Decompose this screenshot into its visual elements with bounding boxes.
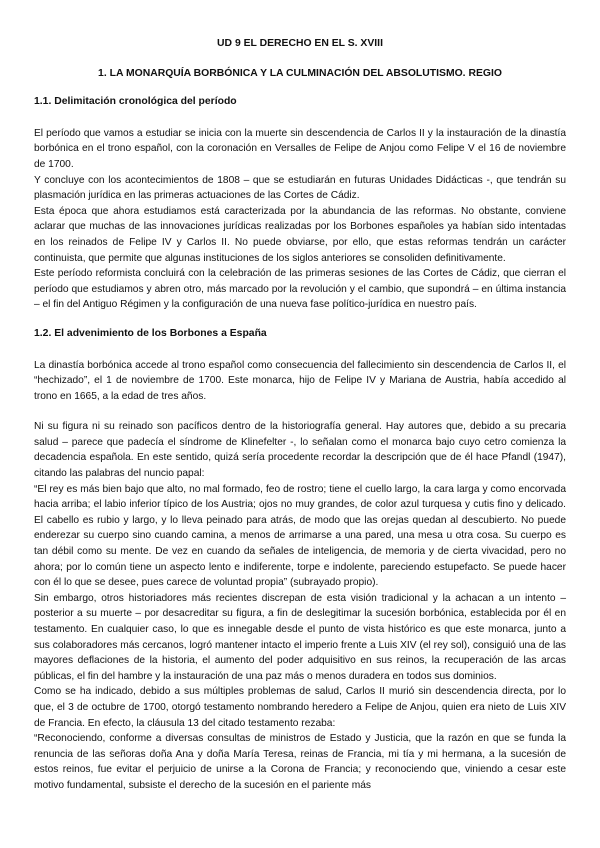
section-heading-1-2: 1.2. El advenimiento de los Borbones a España	[34, 327, 267, 339]
quotation: “Reconociendo, conforme a diversas consultas de ministros de Estado y Justicia, que la razón en que se funda la renuncia de las señoras doña Ana y doña María Teresa, reinas de Francia, mi tía y mi hermana, a la sucesión de estos reinos, fue evitar el perjuicio de unirse a la Corona de Francia; y reconociendo que, viniendo a cesar este motivo fundamental, subsiste el derecho de la sucesión en el pariente más	[34, 733, 566, 791]
paragraph: Este período reformista concluirá con la celebración de las primeras sesiones de las Cortes de Cádiz, que cierran el período que estudiamos y abren otro, más marcado por la revolución y el cambio, que supondrá – en última instancia – el fin del Antiguo Régimen y la configuración de una nueva fase político-jurídica en nuestro país.	[34, 268, 566, 311]
paragraph: Esta época que ahora estudiamos está caracterizada por la abundancia de las reformas. No obstante, conviene aclarar que muchas de las innovaciones jurídicas realizadas por los Borbones españoles ya habían sido intentadas en los reinados de Felipe IV y Carlos II. No puede obviarse, por ello, que estas reformas tendrán un carácter continuista, que permite que algunas instituciones de los siglos anteriores se consoliden definitivamente.	[34, 205, 566, 264]
chapter-title: 1. LA MONARQUÍA BORBÓNICA Y LA CULMINACIÓN DEL ABSOLUTISMO. REGIO	[98, 67, 502, 79]
paragraph: El período que vamos a estudiar se inicia con la muerte sin descendencia de Carlos II y la instauración de la dinastía borbónica en el trono español, con la coronación en Versalles de Felipe de Anjou como Felipe V el 16 de noviembre de 1700.	[34, 127, 566, 170]
document-title: UD 9 EL DERECHO EN EL S. XVIII	[217, 38, 383, 49]
paragraph: Sin embargo, otros historiadores más recientes discrepan de esta visión tradicional y la achacan a un intento – posterior a su muerte – por desacreditar su figura, a fin de deslegitimar la sucesión borbónica, establecida por él en testamento. En cualquier caso, lo que es innegable desde el punto de vista histórico es que este monarca, junto a sus colaboradores más cercanos, logró mantener intacto el imperio frente a Luis XIV (el rey sol), consiguió una de las mayores deflaciones de la historia, el aumento del poder adquisitivo en sus reinos, la recuperación de las arcas públicas, el fin del hambre y la instauración de una paz más o menos duradera en todos sus dominios.	[34, 592, 566, 682]
paragraph: Como se ha indicado, debido a sus múltiples problemas de salud, Carlos II murió sin descendencia directa, por lo que, el 3 de octubre de 1700, otorgó testamento nombrando heredero a Felipe de Anjou, quien era nieto de Luis XIV de Francia. En efecto, la cláusula 13 del citado testamento rezaba:	[34, 686, 566, 729]
paragraph: Ni su figura ni su reinado son pacíficos dentro de la historiografía general. Hay autores que, debido a su precaria salud – parece que padecía el síndrome de Klinefelter -, lo señalan como el monarca bajo cuyo cetro comienza la decadencia española. En este sentido, quizá sería procedente recordar la descripción que de él hace Pfandl (1947), citando las palabras del nuncio papal:	[34, 421, 566, 480]
paragraph: La dinastía borbónica accede al trono español como consecuencia del fallecimiento sin descendencia de Carlos II, el “hechizado”, el 1 de noviembre de 1700. Este monarca, hijo de Felipe IV y Mariana de Austria, había accedido al trono en 1665, a la edad de tres años.	[34, 359, 566, 402]
section-heading-1-1: 1.1. Delimitación cronológica del período	[34, 96, 237, 108]
paragraph: Y concluye con los acontecimientos de 1808 – que se estudiarán en futuras Unidades Didácticas -, que tendrán su plasmación jurídica en las primeras actuaciones de las Cortes de Cádiz.	[34, 174, 566, 202]
quotation: “El rey es más bien bajo que alto, no mal formado, feo de rostro; tiene el cuello largo, la cara larga y como encorvada hacia arriba; el labio inferior típico de los Austria; ojos no muy grandes, de color azul turquesa y cutis fino y delicado. El cabello es rubio y largo, y lo lleva peinado para atrás, de modo que las orejas quedan al descubierto. No puede enderezar su cuerpo sino cuando camina, a menos de arrimarse a una pared, una mesa u otra cosa. Su cuerpo es tan débil como su mente. De vez en cuando da señales de inteligencia, de memoria y de cierta vivacidad, pero no ahora; por lo común tiene un aspecto lento e indiferente, torpe e indolente, pareciendo estupefacto. Se puede hacer con él lo que se desee, pues carece de voluntad propia” (subrayado propio).	[34, 483, 566, 589]
